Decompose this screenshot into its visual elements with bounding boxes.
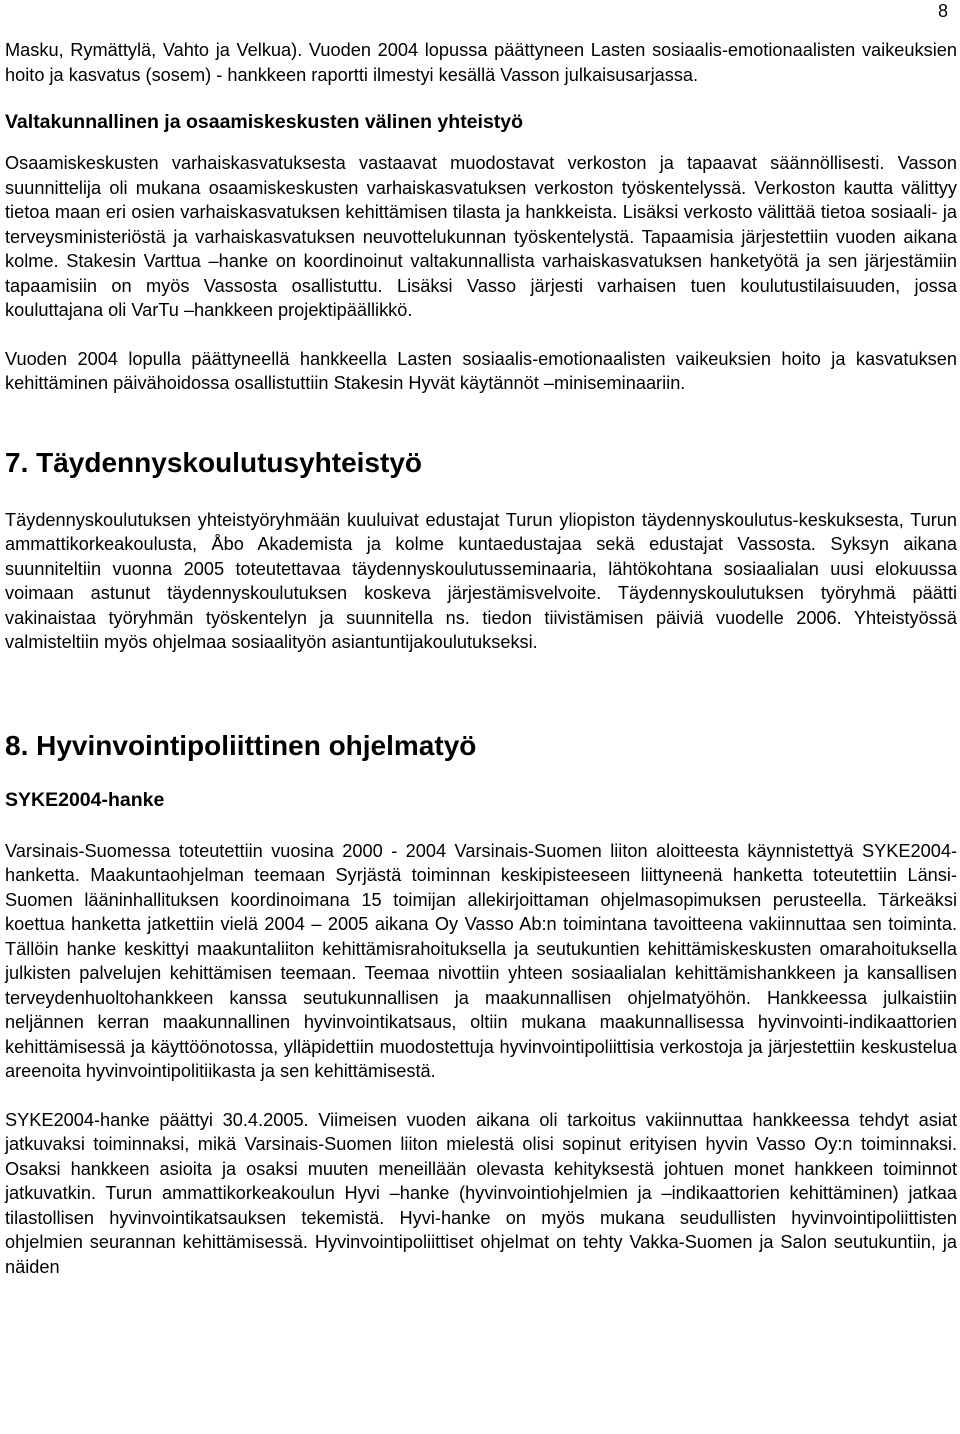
cooperation-paragraph-1: Osaamiskeskusten varhaiskasvatuksesta vastaavat muodostavat verkoston ja tapaavat säännöllisesti. Vasson suunnittelija oli mukana osaamiskeskusten varhaiskasvatuksen verkoston työskentelyssä. Verkoston kautta välittyy tietoa maan eri osien varhaiskasvatuksen kehittämisen tilasta ja hankkeista. Lisäksi verkosto välittää tietoa sosiaali- ja terveysministeriöstä ja varhaiskasvatuksen neuvottelukunnan työskentelystä. Tapaamisia järjestettiin vuoden aikana kolme. Stakesin Varttua –hanke on koordinoinut valtakunnallista varhaiskasvatuksen hanketyötä ja sen järjestämiin tapaamisiin on myös Vassosta osallistuttu. Lisäksi Vasso järjesti varhaisen tuen koulutustilaisuuden, jossa kouluttajana oli VarTu –hankkeen projektipäällikkö. — [5, 153, 957, 320]
section-8-paragraph-1: Varsinais-Suomessa toteutettiin vuosina 2000 - 2004 Varsinais-Suomen liiton aloitteesta käynnistettyä SYKE2004-hanketta. Maakuntaohjelman teemaan Syrjästä toiminnan keskipisteeseen liittyneenä hanketta toteutettiin Länsi-Suomen lääninhallituksen koordinoimana 15 toimijan allekirjoittaman ohjelmasopimuksen perusteella. Tärkeäksi koettua hanketta jatkettiin vielä 2004 – 2005 aikana Oy Vasso Ab:n toimintana tavoitteena vakiinnuttaa sen toiminta. Tällöin hanke keskittyi maakuntaliiton kehittämisrahoituksella ja seutukuntien kehittämiskeskusten omarahoituksella julkisten palvelujen kehittämisen teemaan. Teemaa nivottiin yhteen sosiaalialan kehittämishankkeen ja kansallisen terveydenhuoltohankkeen kanssa seutukunnallisen ja maakunnallisen ohjelmatyöhön. Hankkeessa julkaistiin neljännen kerran maakunnallinen hyvinvointikatsaus, oltiin mukana maakunnallisessa hyvinvointi-indikaattorien kehittämisessä ja käyttöönotossa, ylläpidettiin muodostettuja hyvinvointipoliittisia verkostoja ja järjestettiin keskustelua areenoita hyvinvointipolitiikasta ja sen kehittämisestä. — [5, 840, 957, 1081]
cooperation-heading: Valtakunnallinen ja osaamiskeskusten välinen yhteistyö — [5, 111, 524, 133]
section-8-paragraph-2: SYKE2004-hanke päättyi 30.4.2005. Viimeisen vuoden aikana oli tarkoitus vakiinnuttaa hankkeessa tehdyt asiat jatkuvaksi toiminnaksi, mikä Varsinais-Suomen liiton mielestä olisi sopinut erityisen hyvin Vasso Oy:n toiminnaksi. Osaksi hankkeen asioita ja osaksi muuten meneillään olevasta kehityksestä johtuen monet hankkeen toiminnot jatkuvatkin. Turun ammattikorkeakoulun Hyvi –hanke (hyvinvointiohjelmien ja –indikaattorien kehittäminen) jatkaa tilastollisen hyvinvointikatsauksen tekemistä. Hyvi-hanke on myös mukana seudullisten hyvinvointipoliittisten ohjelmien seurannan kehittämisessä. Hyvinvointipoliittiset ohjelmat on tehty Vakka-Suomen ja Salon seutukuntiin, ja näiden — [5, 1109, 957, 1277]
page-number: 8 — [937, 1, 948, 21]
syke-subheading: SYKE2004-hanke — [5, 788, 165, 811]
cooperation-paragraph-2: Vuoden 2004 lopulla päättyneellä hankkeella Lasten sosiaalis-emotionaalisten vaikeuksien hoito ja kasvatuksen kehittäminen päivähoidossa osallistuttiin Stakesin Hyvät käytännöt –miniseminaariin. — [5, 348, 957, 393]
section-8-heading: 8. Hyvinvointipoliittinen ohjelmatyö — [5, 729, 477, 761]
intro-paragraph: Masku, Rymättylä, Vahto ja Velkua). Vuoden 2004 lopussa päättyneen Lasten sosiaalis-emotionaalisten vaikeuksien hoito ja kasvatus (sosem) - hankkeen raportti ilmestyi kesällä Vasson julkaisusarjassa. — [5, 40, 957, 85]
section-7-heading: 7. Täydennyskoulutusyhteistyö — [5, 446, 422, 478]
section-7-paragraph: Täydennyskoulutuksen yhteistyöryhmään kuuluivat edustajat Turun yliopiston täydennyskoulutus-keskuksesta, Turun ammattikorkeakoulusta, Åbo Akademista ja kolme kuntaedustajaa sekä edustajat Vassosta. Syksyn aikana suunniteltiin vuonna 2005 toteutettavaa täydennyskoulutusseminaaria, lähtökohtana sosiaalialan uusi elokuussa voimaan astunut täydennyskoulutuksen koskeva järjestämisvelvoite. Täydennyskoulutuksen työryhmä päätti vakinaistaa työryhmän työskentelyn ja suunnitella ns. tiedon tiivistämisen päiviä vuodelle 2006. Yhteistyössä valmisteltiin myös ohjelmaa sosiaalityön asiantuntijakoulutukseksi. — [5, 509, 957, 652]
document-body — [5, 38, 957, 1279]
